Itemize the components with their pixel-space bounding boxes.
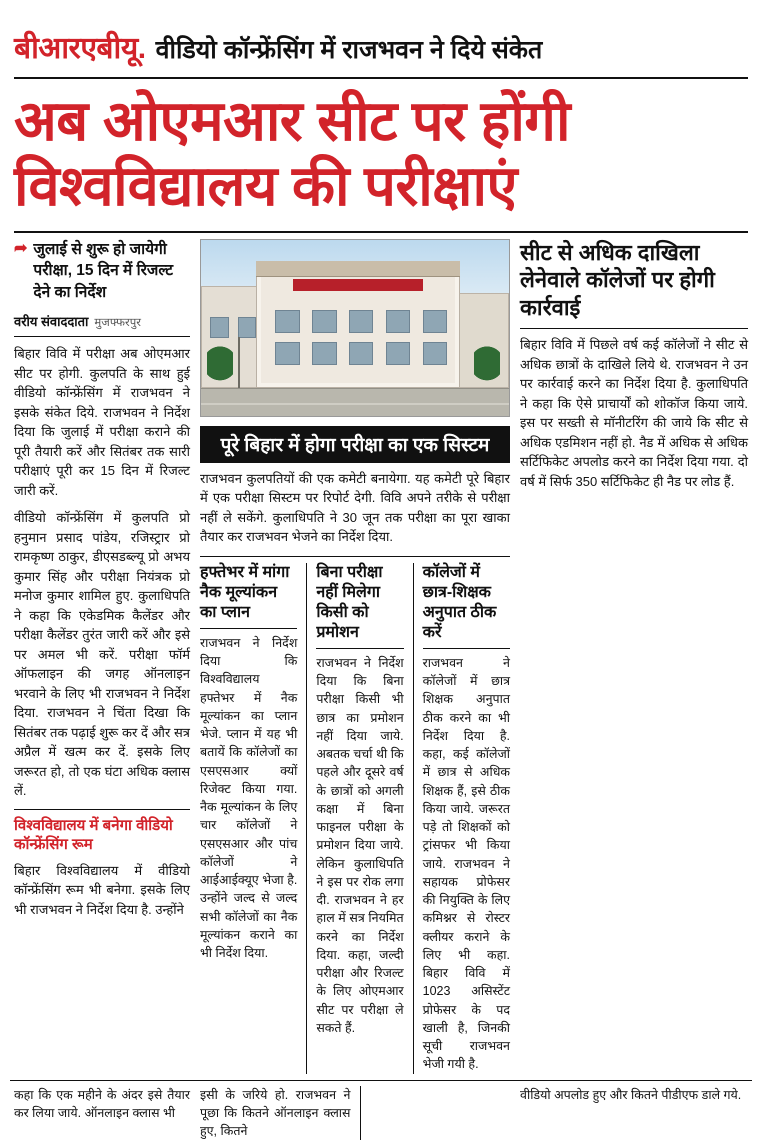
center-band-title: पूरे बिहार में होगा परीक्षा का एक सिस्टम — [200, 426, 510, 463]
photo-window — [275, 310, 300, 333]
brand-label: बीआरएबीयू. — [14, 32, 146, 65]
photo-window — [349, 310, 374, 333]
right-column-heading: सीट से अधिक दाखिला लेनेवाले कॉलेजों पर होगी कार्रवाई — [520, 239, 748, 330]
left-column-text — [14, 344, 190, 801]
photo-window — [423, 310, 448, 333]
page-headline — [10, 79, 752, 223]
photo-window — [210, 317, 228, 338]
sub-column-3-heading: कॉलेजों में छात्र-शिक्षक अनुपात ठीक करें — [423, 563, 510, 649]
photo-ground — [201, 388, 509, 416]
left-subheading: विश्वविद्यालय में बनेगा वीडियो कॉन्फ्रेंसिंग रूम — [14, 809, 190, 855]
university-building-photo — [200, 239, 510, 417]
headline-line-1: अब ओएमआर सीट पर होंगी — [14, 89, 570, 152]
photo-tree — [474, 345, 500, 391]
photo-window — [275, 342, 300, 365]
sub-column-1-heading: हफ्तेभर में मांगा नैक मूल्यांकन का प्लान — [200, 563, 297, 629]
byline-place: मुजफ्फरपुर — [94, 317, 141, 330]
photo-signboard — [293, 279, 422, 291]
byline-author: वरीय संवाददाता — [14, 314, 89, 330]
center-column — [200, 239, 510, 1074]
sub-column-2 — [306, 563, 403, 1074]
photo-roof-band — [256, 261, 459, 277]
headline-divider — [14, 231, 748, 233]
sub-column-3-text: राजभवन ने कॉलेजों में छात्र शिक्षक अनुपात ठीक करने का भी निर्देश दिया है. कहा, कई कॉलेजों में छात्र से अधिक शिक्षक हैं, इसे ठीक किया जाये. जरूरत पड़े तो शिक्षकों को ट्रांसफर भी किया जाये. राजभवन ने सहायक प्रोफेसर की नियुक्ति के लिए कमिश्नर से रोस्टर क्लीयर कराने के लिए भी कहा. बिहार विवि में 1023 असिस्टेंट प्रोफेसर के पद खाली है, जिनकी सूची राजभवन भेजी गयी है. — [422, 655, 510, 1072]
photo-window — [423, 342, 448, 365]
sub-column-1 — [200, 563, 297, 1074]
left-column — [14, 239, 190, 1074]
photo-window — [386, 310, 411, 333]
right-column — [520, 239, 748, 1074]
lead-note — [14, 239, 190, 303]
center-sub-columns — [200, 556, 510, 1074]
sub-column-2-text: राजभवन ने निर्देश दिया कि बिना परीक्षा किसी भी छात्र का प्रमोशन नहीं दिया जाये. अबतक चर्चा थी कि पहले और दूसरे वर्ष के छात्रों को अगली कक्षा में बिना फाइनल परीक्षा के प्रमोशन दिया जाये. लेकिन कुलाधिपति ने इस पर रोक लगा दी. राजभवन ने हर हाल में सत्र नियमित करने का निर्देश दिया. कहा, जल्दी परीक्षा और रिजल्ट के लिए ओएमआर सीट पर परीक्षा ले सकते हैं. — [316, 655, 404, 1035]
photo-window — [386, 342, 411, 365]
photo-tree — [207, 345, 233, 391]
headline-line-2: विश्वविद्यालय की परीक्षाएं — [14, 153, 517, 217]
article-body — [10, 239, 752, 1074]
photo-window — [312, 342, 337, 365]
masthead — [10, 0, 752, 71]
kicker-label: वीडियो कॉन्फ्रेंसिंग में राजभवन ने दिये संकेत — [155, 36, 543, 64]
byline — [14, 312, 190, 337]
bottom-left-text: कहा कि एक महीने के अंदर इसे तैयार कर लिया जाये. ऑनलाइन क्लास भी — [14, 1087, 190, 1120]
arrow-bullet-icon: ➦ — [14, 239, 28, 257]
photo-window — [312, 310, 337, 333]
photo-window — [238, 317, 256, 338]
photo-lamp-post — [238, 337, 240, 391]
center-band-text: राजभवन कुलपतियों की एक कमेटी बनायेगा. यह कमेटी पूरे बिहार में एक परीक्षा सिस्टम पर रिपोर्ट देगी. विवि अपने तरीके से परीक्षा नहीं ले सकेंगे. कुलाधिपति ने 30 जून तक परीक्षा का पूरा खाका तैयार कर राजभवन भेजने का निर्देश दिया. — [200, 470, 510, 545]
left-paragraph-1: बिहार विवि में परीक्षा अब ओएमआर सीट पर होगी. कुलपति के साथ हुई वीडियो कॉन्फ्रेंसिंग में राजभवन ने इसके संकेत दिये. राजभवन ने निर्देश दिया कि जुलाई में परीक्षा कराने की पूरी तैयारी करें और सितंबर तक सारी परीक्षाएं पूरी कर 15 दिन में रिजल्ट जारी करें. — [14, 346, 190, 498]
photo-road-line — [201, 403, 509, 405]
bottom-middle-left-text: इसी के जरिये हो. राजभवन ने पूछा कि कितने ऑनलाइन क्लास हुए, कितने — [200, 1087, 351, 1139]
bottom-continuation-strip — [10, 1080, 752, 1140]
left-subheading-text: बिहार विश्वविद्यालय में वीडियो कॉन्फ्रेंसिंग रूम भी बनेगा. इसके लिए भी राजभवन ने निर्देश दिया है. उन्होंने — [14, 862, 190, 917]
bottom-middle-group — [200, 1086, 510, 1140]
sub-column-2-heading: बिना परीक्षा नहीं मिलेगा किसी को प्रमोशन — [316, 563, 403, 649]
lead-note-text: जुलाई से शुरू हो जायेगी परीक्षा, 15 दिन में रिजल्ट देने का निर्देश — [33, 240, 174, 301]
bottom-middle-right-text — [360, 1086, 511, 1140]
photo-window — [349, 342, 374, 365]
left-paragraph-2: वीडियो कॉन्फ्रेंसिंग में कुलपति प्रो हनुमान प्रसाद पांडेय, रजिस्ट्रार प्रो रामकृष्ण ठाकुर, डीएसडब्ल्यू प्रो अभय कुमार सिंह और परीक्षा नियंत्रक प्रो मनोज कुमार शामिल हुए. कुलाधिपति ने कहा कि एकेडमिक कैलेंडर और परीक्षा कैलेंडर तुरंत जारी करें और इसे पर अमल भी करें. परीक्षा फॉर्म ऑफलाइन की जगह ऑनलाइन भरवाने के लिए भी राजभवन ने निर्देश दिया. राजभवन ने चिंता दिखा कि सितंबर तक पढ़ाई शुरू कर दें और सत्र अप्रैल में खत्म कर दें. इसके लिए जरूरत हो, तो एक घंटा अधिक क्लास लें. — [14, 510, 190, 799]
sub-column-3 — [413, 563, 510, 1074]
sub-column-1-text: राजभवन ने निर्देश दिया कि विश्वविद्यालय हफ्तेभर में नैक मूल्यांकन का प्लान भेजे. प्लान में यह भी बतायें कि कॉलेजों का एसएसआर क्यों रिजेक्ट किया गया. नैक मूल्यांकन के लिए चार कॉलेजों ने एसएसआर और पांच कॉलेजों ने आईआईक्यूए भेजा है. उन्होंने जल्द से जल्द सभी कॉलेजों का नैक मूल्यांकन कराने का भी निर्देश दिया. — [200, 635, 298, 961]
bottom-right-text: वीडियो अपलोड हुए और कितने पीडीएफ डाले गये. — [520, 1087, 742, 1102]
right-column-text: बिहार विवि में पिछले वर्ष कई कॉलेजों ने सीट से अधिक छात्रों के दाखिले लिये थे. राजभवन ने उन पर कार्रवाई करने का निर्देश दिया है. कुलाधिपति ने कहा कि ऐसे प्राचार्यों को शोकॉज किया जाये. इस पर सख्ती से मॉनीटरिंग की जाये कि सीट से अधिक एडमिशन नहीं हो. नैड में अधिक से अधिक सर्टिफिकेट अपलोड करने का निर्देश दिया गया. दो वर्ष में सिर्फ 350 सर्टिफिकेट ही नैड पर लोड हैं. — [520, 337, 748, 489]
